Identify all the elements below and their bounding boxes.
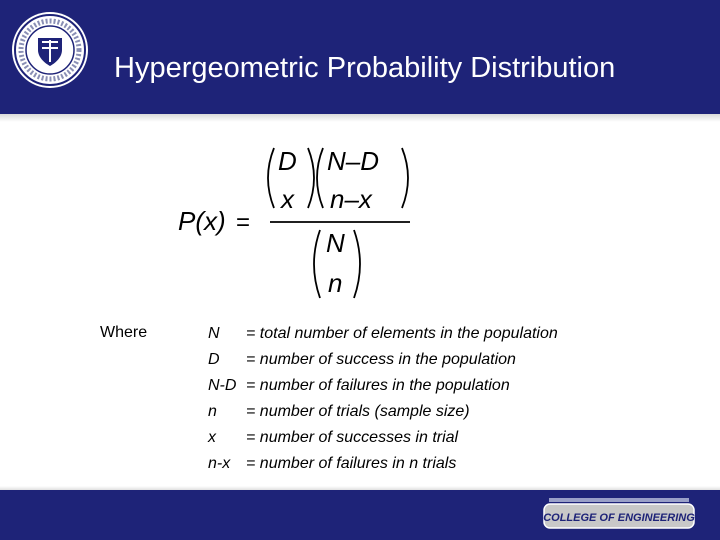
paren-left-3	[314, 230, 320, 298]
definition-symbol: N-D	[208, 377, 237, 394]
binom-n-minus-x: n–x	[330, 184, 372, 214]
header-divider	[0, 114, 720, 122]
definition-text: = number of failures in n trials	[246, 455, 457, 472]
definition-text: = number of trials (sample size)	[246, 403, 470, 420]
paren-right-1	[308, 148, 314, 208]
definition-row	[208, 350, 558, 376]
definition-row	[208, 454, 558, 480]
definition-symbol: x	[208, 429, 216, 446]
definition-symbol: N	[208, 325, 220, 342]
slide-title: Hypergeometric Probability Distribution	[114, 52, 616, 84]
where-label: Where	[100, 324, 148, 341]
formula-lhs: P(x)	[178, 206, 226, 236]
paren-left-2	[317, 148, 323, 208]
definition-symbol: D	[208, 351, 220, 368]
definition-row	[208, 428, 558, 454]
definition-text: = total number of elements in the population	[246, 325, 558, 342]
paren-right-2	[402, 148, 408, 208]
formula-equals: =	[236, 209, 251, 236]
binom-big-n: N	[326, 228, 345, 258]
college-of-engineering-logo	[543, 496, 695, 530]
binom-n-minus-d: N–D	[327, 146, 380, 176]
paren-left-1	[268, 148, 274, 208]
university-seal-logo	[10, 10, 90, 90]
binom-x: x	[281, 184, 294, 214]
binom-small-n: n	[328, 268, 343, 298]
definition-text: = number of success in the population	[246, 351, 516, 368]
definition-symbol: n-x	[208, 455, 231, 472]
definition-text: = number of successes in trial	[246, 429, 459, 446]
definition-row	[208, 324, 558, 350]
definition-symbol: n	[208, 403, 217, 420]
paren-right-3	[354, 230, 360, 298]
definition-text: = number of failures in the population	[246, 377, 510, 394]
definition-list	[208, 324, 558, 480]
definition-row	[208, 402, 558, 428]
binom-d: D	[278, 146, 297, 176]
definition-row	[208, 376, 558, 402]
hypergeometric-formula	[170, 138, 430, 308]
logo-text: COLLEGE OF ENGINEERING	[543, 512, 695, 524]
